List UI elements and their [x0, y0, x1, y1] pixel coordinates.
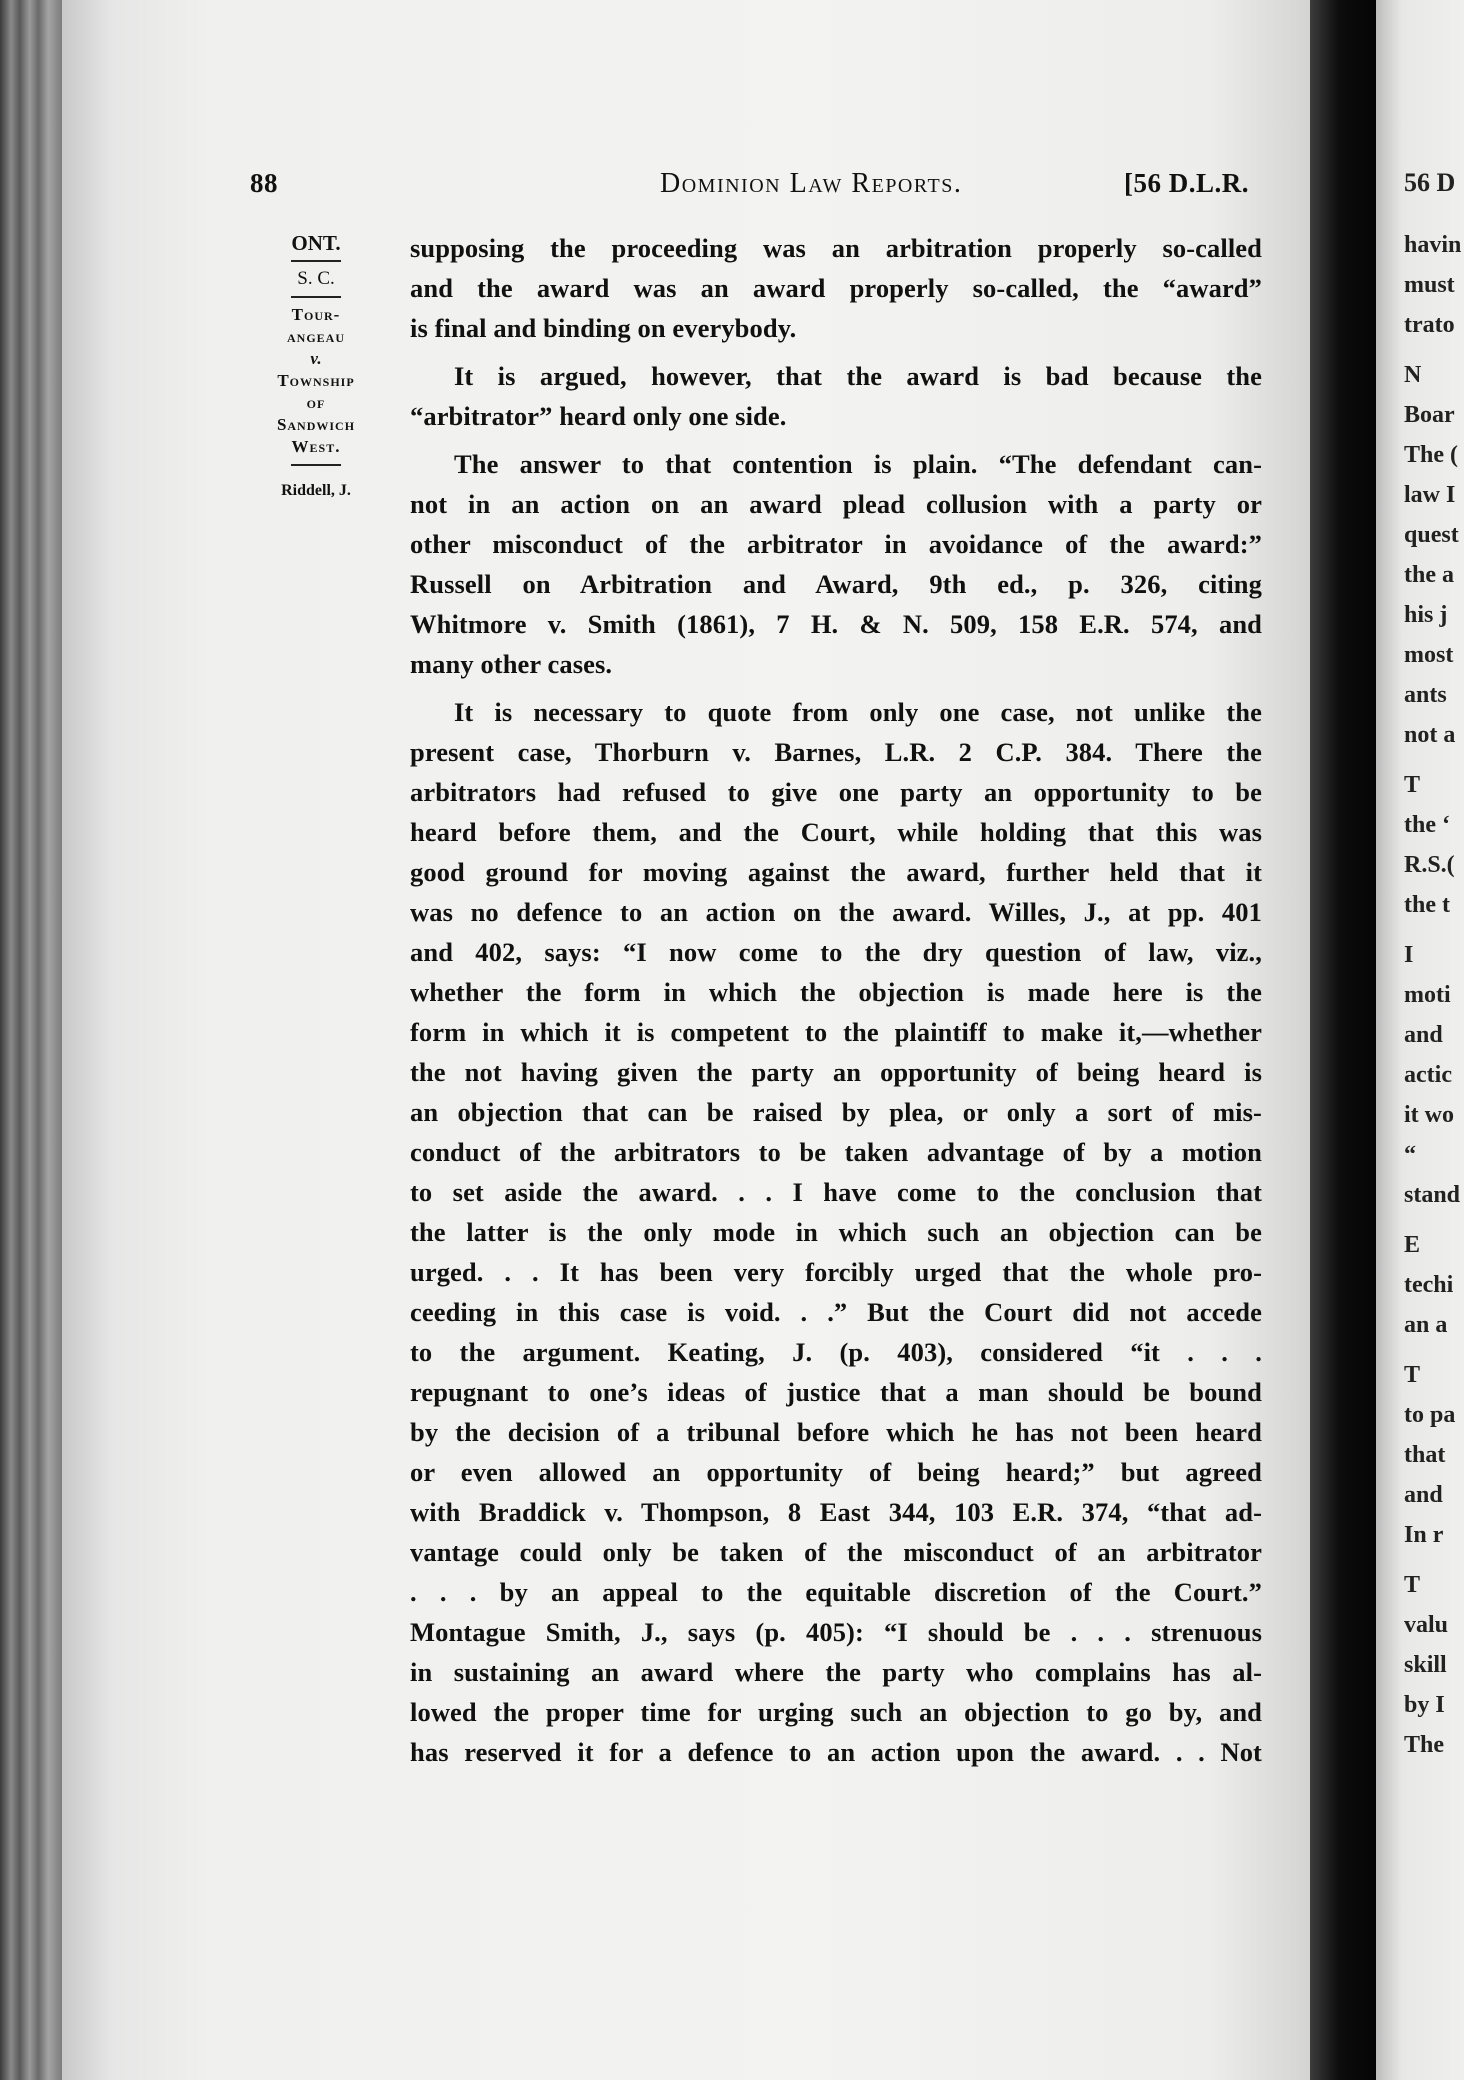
body-text [410, 228, 1262, 1772]
judge-name: Riddell, J. [281, 482, 351, 499]
right-page-line: The [1404, 1732, 1445, 1758]
right-page-line: actic [1404, 1062, 1452, 1088]
party-two-line-1: Township [277, 371, 355, 390]
text-line: or even allowed an opportunity of being heard;” but agreed [410, 1457, 1262, 1487]
right-page-line: In r [1404, 1522, 1444, 1548]
text-line: and the award was an award properly so-called, the “award” [410, 273, 1262, 303]
right-page-line: that [1404, 1442, 1446, 1468]
text-line: was no defence to an action on the award. Willes, J., at pp. 401 [410, 897, 1262, 927]
margin-note [248, 232, 384, 502]
right-page-line: the a [1404, 562, 1454, 588]
text-line: repugnant to one’s ideas of justice that a man should be bound [410, 1377, 1262, 1407]
text-line: whether the form in which the objection is made here is the [410, 977, 1262, 1007]
volume-reference: [56 D.L.R. [1124, 168, 1249, 198]
right-page-line: by I [1404, 1692, 1445, 1718]
party-two-line-2: of [306, 393, 326, 412]
right-page-line: R.S.( [1404, 852, 1455, 878]
right-page-line: law I [1404, 482, 1456, 508]
right-page-line: T [1404, 1572, 1421, 1598]
text-line: form in which it is competent to the plaintiff to make it,—whether [410, 1017, 1262, 1047]
right-page-line: his j [1404, 602, 1448, 628]
text-line: arbitrators had refused to give one party an opportunity to be [410, 777, 1262, 807]
text-line: The answer to that contention is plain. “The defendant can- [454, 449, 1262, 479]
text-line: has reserved it for a defence to an action upon the award. . . Not [410, 1737, 1262, 1767]
text-line: to set aside the award. . . I have come to the conclusion that [410, 1177, 1262, 1207]
right-page-line: moti [1404, 982, 1451, 1008]
text-line: heard before them, and the Court, while holding that this was [410, 817, 1262, 847]
text-line: conduct of the arbitrators to be taken advantage of by a motion [410, 1137, 1262, 1167]
right-page-line: stand [1404, 1182, 1461, 1208]
text-line: It is argued, however, that the award is bad because the [454, 361, 1262, 391]
right-page-line: most [1404, 642, 1454, 668]
text-line: is final and binding on everybody. [410, 313, 797, 343]
margin-rule [291, 260, 341, 262]
right-page-line: and [1404, 1022, 1443, 1048]
text-line: in sustaining an award where the party who complains has al- [410, 1657, 1262, 1687]
right-page-line: not a [1404, 722, 1456, 748]
right-page-line: Boar [1404, 402, 1455, 428]
text-line: with Braddick v. Thompson, 8 East 344, 103 E.R. 374, “that ad- [410, 1497, 1262, 1527]
text-line: Montague Smith, J., says (p. 405): “I should be . . . strenuous [410, 1617, 1262, 1647]
right-page-line: trato [1404, 312, 1455, 338]
division-label: S. C. [297, 268, 335, 289]
text-line: an objection that can be raised by plea, or only a sort of mis- [410, 1097, 1262, 1127]
text-line: many other cases. [410, 649, 613, 679]
versus-label: v. [310, 349, 322, 368]
text-line: not in an action on an award plead collusion with a party or [410, 489, 1262, 519]
right-page-line: The ( [1404, 442, 1458, 468]
right-page-line: I [1404, 942, 1414, 968]
text-line: and 402, says: “I now come to the dry question of law, viz., [410, 937, 1262, 967]
text-line: Whitmore v. Smith (1861), 7 H. & N. 509, 158 E.R. 574, and [410, 609, 1262, 639]
court-label: ONT. [291, 231, 341, 255]
text-line: It is necessary to quote from only one case, not unlike the [454, 697, 1262, 727]
margin-rule [291, 464, 341, 466]
text-line: lowed the proper time for urging such an objection to go by, and [410, 1697, 1262, 1727]
right-page-line: it wo [1404, 1102, 1454, 1128]
right-page-line: and [1404, 1482, 1443, 1508]
text-line: the not having given the party an opportunity of being heard is [410, 1057, 1262, 1087]
party-two-line-3: Sandwich [276, 415, 356, 434]
right-page-header: 56 D [1404, 168, 1456, 197]
party-one-line-2: angeau [286, 327, 345, 346]
party-one-line-1: Tour- [291, 305, 341, 324]
right-page-line: quest [1404, 522, 1459, 548]
text-line: present case, Thorburn v. Barnes, L.R. 2 C.P. 384. There the [410, 737, 1262, 767]
right-page-line: techi [1404, 1272, 1454, 1298]
right-page-line: N [1404, 362, 1422, 388]
text-line: by the decision of a tribunal before which he has not been heard [410, 1417, 1262, 1447]
text-line: urged. . . It has been very forcibly urged that the whole pro- [410, 1257, 1262, 1287]
text-line: Russell on Arbitration and Award, 9th ed., p. 326, citing [410, 569, 1262, 599]
right-page-line: skill [1404, 1652, 1447, 1678]
text-line: to the argument. Keating, J. (p. 403), considered “it . . . [410, 1337, 1262, 1367]
book-spine [1310, 0, 1376, 2080]
right-page-line: “ [1404, 1142, 1416, 1168]
right-page-line: an a [1404, 1312, 1448, 1338]
margin-rule [291, 296, 341, 298]
right-page-line: T [1404, 772, 1421, 798]
right-page-line: havin [1404, 232, 1462, 258]
right-page-line: to pa [1404, 1402, 1456, 1428]
text-line: the latter is the only mode in which such an objection can be [410, 1217, 1262, 1247]
right-page-line: must [1404, 272, 1455, 298]
text-line: good ground for moving against the award, further held that it [410, 857, 1262, 887]
text-line: . . . by an appeal to the equitable discretion of the Court.” [410, 1577, 1262, 1607]
right-page-line: the ‘ [1404, 812, 1450, 838]
right-page-line: ants [1404, 682, 1447, 708]
text-line: “arbitrator” heard only one side. [410, 401, 787, 431]
text-line: supposing the proceeding was an arbitration properly so-called [410, 233, 1262, 263]
text-line: other misconduct of the arbitrator in avoidance of the award:” [410, 529, 1262, 559]
book-edge [0, 0, 62, 2080]
text-line: ceeding in this case is void. . .” But the Court did not accede [410, 1297, 1262, 1327]
right-page-line: T [1404, 1362, 1421, 1388]
right-page-line: valu [1404, 1612, 1449, 1638]
running-title: Dominion Law Reports. [660, 168, 963, 199]
right-page-line: the t [1404, 892, 1450, 918]
right-page-line: E [1404, 1232, 1421, 1258]
party-two-line-4: West. [291, 437, 341, 456]
page-number: 88 [250, 168, 278, 198]
text-line: vantage could only be taken of the misconduct of an arbitrator [410, 1537, 1262, 1567]
